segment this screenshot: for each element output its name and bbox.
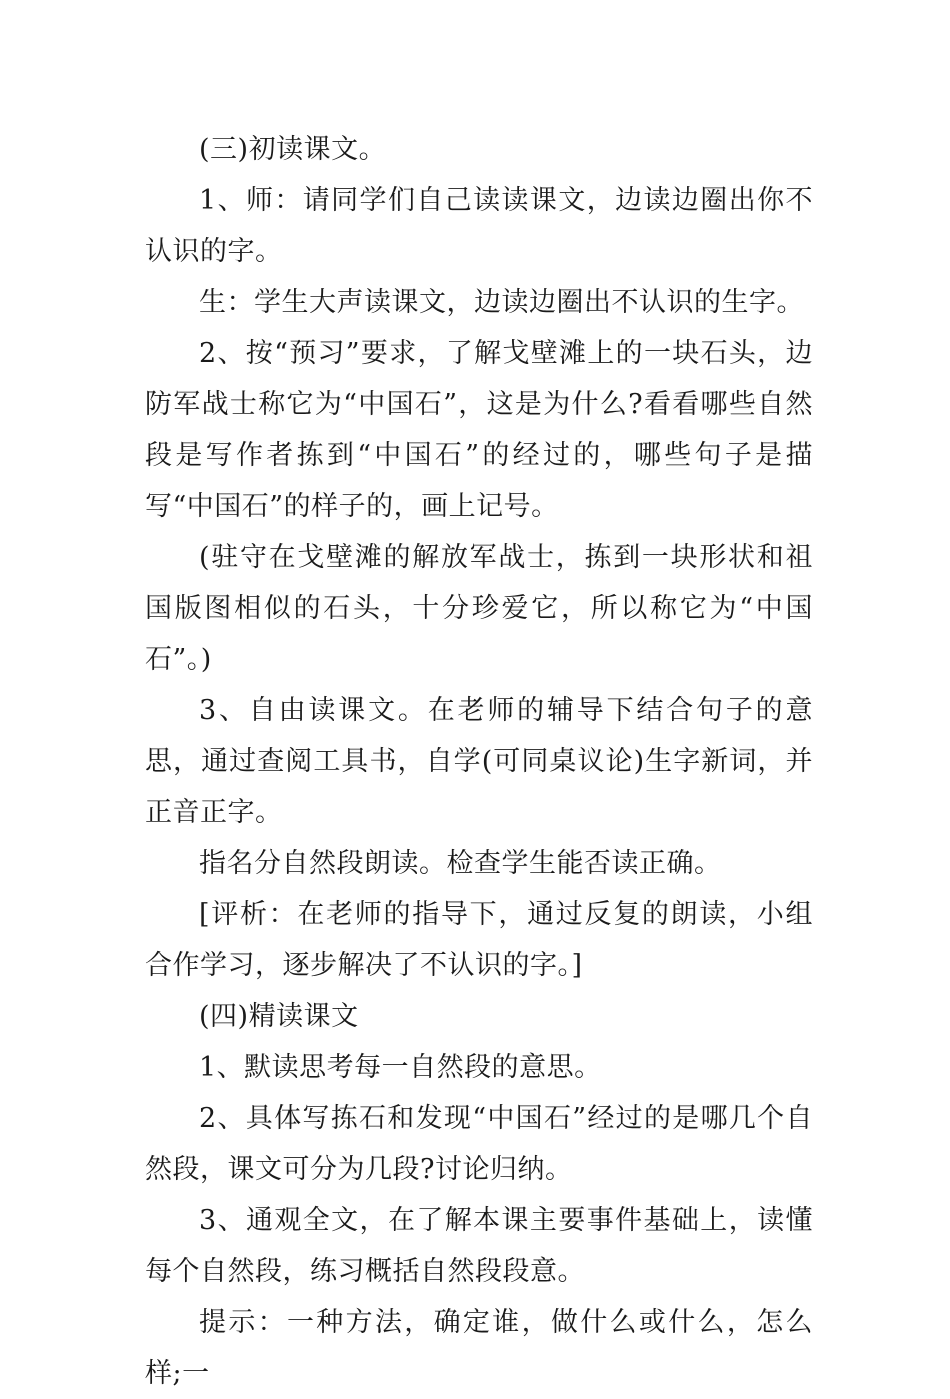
comment-paragraph: [评析：在老师的指导下，通过反复的朗读，小组合作学习，逐步解决了不认识的字。] [145,899,813,981]
paragraph: (驻守在戈壁滩的解放军战士，拣到一块形状和祖国版图相似的石头，十分珍爱它，所以称它为“中国石”。) [145,542,813,675]
paragraph: 1、默读思考每一自然段的意思。 [199,1052,602,1083]
paragraph: 指名分自然段朗读。检查学生能否读正确。 [199,848,722,879]
paragraph: 2、按“预习”要求，了解戈壁滩上的一块石头，边防军战士称它为“中国石”，这是为什么?看看哪些自然段是写作者拣到“中国石”的经过的，哪些句子是描写“中国石”的样子的，画上记号。 [145,338,813,522]
paragraph: 生：学生大声读课文，边读边圈出不认识的生字。 [199,287,804,318]
paragraph: 3、通观全文，在了解本课主要事件基础上，读懂每个自然段，练习概括自然段段意。 [145,1205,813,1287]
section-heading-3: (三)初读课文。 [199,134,387,165]
paragraph: 提示：一种方法，确定谁，做什么或什么，怎么样;一 [145,1307,813,1389]
paragraph: 3、自由读课文。在老师的辅导下结合句子的意思，通过查阅工具书，自学(可同桌议论)生字新词，并正音正字。 [145,695,813,828]
paragraph: 1、师：请同学们自己读读课文，边读边圈出你不认识的字。 [145,185,813,267]
section-heading-4: (四)精读课文 [199,1001,359,1032]
paragraph: 2、具体写拣石和发现“中国石”经过的是哪几个自然段，课文可分为几段?讨论归纳。 [145,1103,813,1185]
document-body [145,124,813,1399]
